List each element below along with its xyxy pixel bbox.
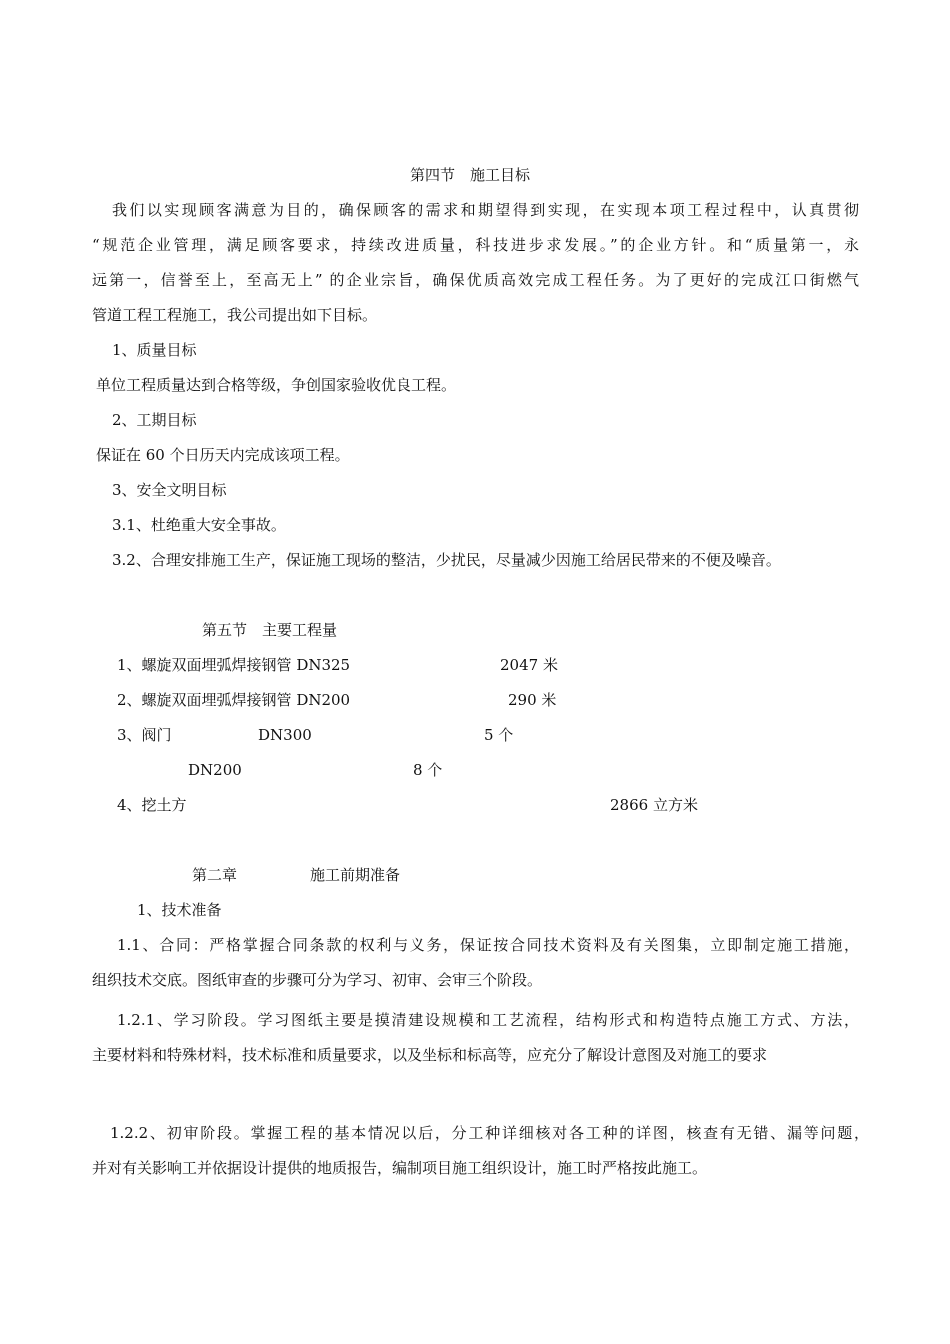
quantity-item-3-name: 3、阀门 [117, 726, 172, 744]
tech-prep-heading: 1、技术准备 [137, 901, 222, 919]
quantity-item-3b-qty: 8 个 [413, 761, 443, 779]
quality-text: 单位工程质量达到合格等级，争创国家验收优良工程。 [96, 376, 457, 394]
schedule-heading: 2、工期目标 [112, 411, 197, 429]
contract-line-2: 组织技术交底。图纸审查的步骤可分为学习、初审、会审三个阶段。 [92, 971, 543, 989]
intro-line-3: 远第一，信誉至上，至高无上” 的企业宗旨，确保优质高效完成工程任务。为了更好的完成江口街燃气 [92, 271, 859, 289]
quantity-item-1-name: 1、螺旋双面埋弧焊接钢管 DN325 [117, 656, 351, 674]
initial-review-line-1: 1.2.2、初审阶段。掌握工程的基本情况以后，分工种详细核对各工种的详图，核查有无错、漏等问题， [110, 1124, 869, 1142]
quantity-item-3b-spec: DN200 [188, 761, 242, 779]
safety-item-2: 3.2、合理安排施工生产，保证施工现场的整洁，少扰民，尽量减少因施工给居民带来的不便及噪音。 [112, 551, 781, 569]
quantity-item-2-qty: 290 米 [508, 691, 557, 709]
study-stage-line-1: 1.2.1、学习阶段。学习图纸主要是摸清建设规模和工艺流程，结构形式和构造特点施工方式、方法， [117, 1011, 859, 1029]
quantity-item-3-spec: DN300 [258, 726, 312, 744]
section-5-title: 第五节 主要工程量 [202, 621, 338, 639]
quantity-item-1-qty: 2047 米 [500, 656, 558, 674]
initial-review-line-2: 并对有关影响工并依据设计提供的地质报告，编制项目施工组织设计，施工时严格按此施工。 [92, 1159, 708, 1177]
quantity-item-2-name: 2、螺旋双面埋弧焊接钢管 DN200 [117, 691, 351, 709]
quantity-item-4-qty: 2866 立方米 [610, 796, 698, 814]
quantity-item-4-name: 4、挖土方 [117, 796, 187, 814]
quality-heading: 1、质量目标 [112, 341, 197, 359]
intro-line-1: 我们以实现顾客满意为目的，确保顾客的需求和期望得到实现，在实现本项工程过程中，认真贯彻 [112, 201, 859, 219]
schedule-text: 保证在 60 个日历天内完成该项工程。 [96, 446, 350, 464]
chapter-2-label: 第二章 [192, 866, 238, 884]
quantity-item-3-qty: 5 个 [484, 726, 514, 744]
contract-line-1: 1.1、合同：严格掌握合同条款的权利与义务，保证按合同技术资料及有关图集，立即制定施工措施， [117, 936, 859, 954]
intro-line-2: “规范企业管理，满足顾客要求，持续改进质量，科技进步求发展。”的企业方针。和“质量第一，永 [92, 236, 859, 254]
chapter-2-title: 施工前期准备 [310, 866, 401, 884]
safety-item-1: 3.1、杜绝重大安全事故。 [112, 516, 286, 534]
section-4-title: 第四节 施工目标 [410, 166, 531, 184]
intro-line-4: 管道工程工程施工，我公司提出如下目标。 [92, 306, 378, 324]
study-stage-line-2: 主要材料和特殊材料，技术标准和质量要求，以及坐标和标高等，应充分了解设计意图及对施工的要求 [92, 1046, 768, 1064]
safety-heading: 3、安全文明目标 [112, 481, 227, 499]
